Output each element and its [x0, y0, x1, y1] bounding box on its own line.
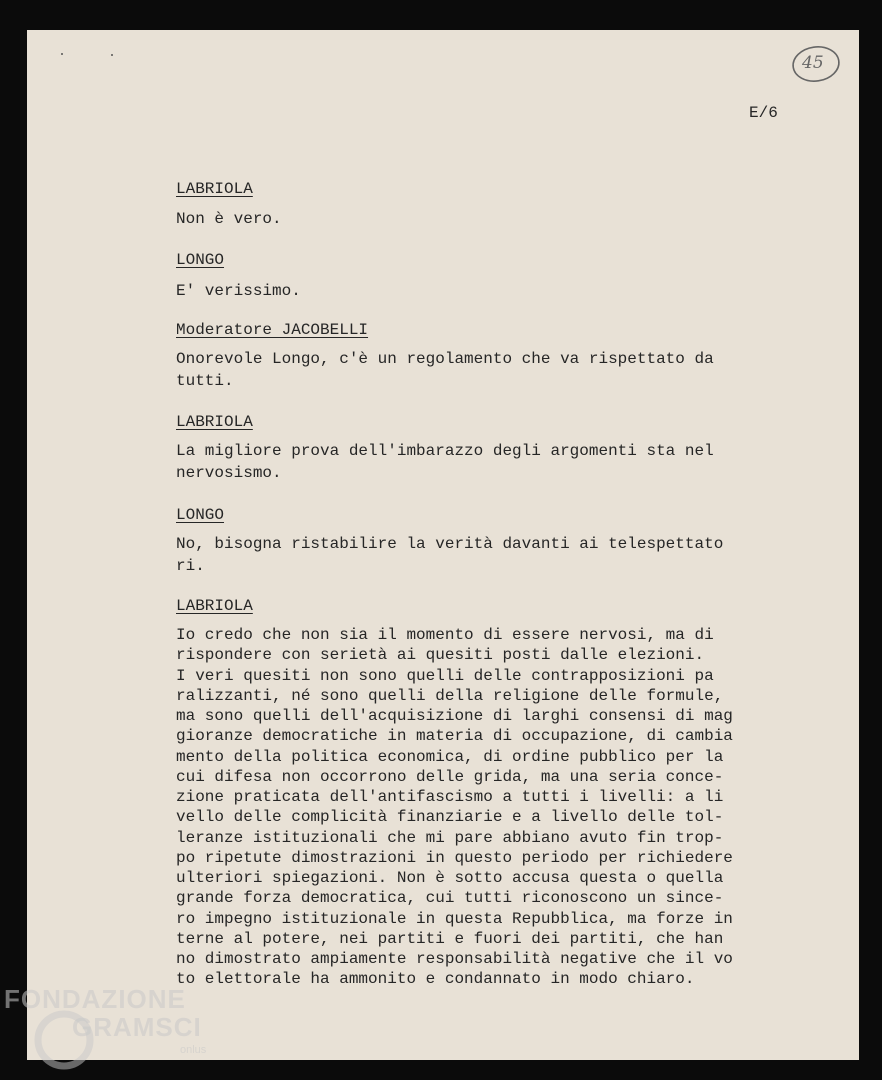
speaker-name: LABRIOLA [176, 597, 253, 615]
speech-text: Non è vero. [176, 210, 282, 228]
watermark-line1: FONDAZIONE [4, 984, 186, 1014]
paper-speck [61, 53, 63, 55]
speaker-name: LONGO [176, 506, 225, 524]
speech-text: No, bisogna ristabilire la verità davanti ai telespettato ri. [176, 535, 724, 575]
speech-text: La migliore prova dell'imbarazzo degli argomenti sta nel nervosismo. [176, 442, 714, 482]
speaker-name: Moderatore JACOBELLI [176, 321, 369, 339]
speaker-name: LONGO [176, 251, 225, 269]
folio-number: 45 [802, 53, 824, 73]
watermark-suffix: onlus [180, 1044, 207, 1056]
document-page [27, 30, 859, 1060]
folio-number-stamp [791, 44, 841, 84]
speaker-name: LABRIOLA [176, 413, 253, 431]
speech-text: Io credo che non sia il momento di essere nervosi, ma di rispondere con serietà ai quesiti posti dalle elezioni. I veri quesiti non sono quelli delle contrapposizioni pa ralizzanti, né sono quelli della religione delle formule, ma sono quelli dell'acquisizione di larghi consensi di mag gioranze democratiche in materia di occupazione, di cambia mento della politica economica, di ordine pubblico per la cui difesa non occorrono delle grida, ma una seria conce- zione praticata dell'antifascismo a tutti i livelli: a li vello delle complicità finanziarie e a livello delle tol- leranze istituzionali che mi pare abbiano avuto fin trop- po ripetute dimostrazioni in questo periodo per richiedere ulteriori spiegazioni. Non è sotto accusa questa o quella grande forza democratica, cui tutti riconoscono un since- ro impegno istituzionale in questa Repubblica, ma forze in terne al potere, nei partiti e fuori dei partiti, che han no dimostrato ampiamente responsabilità negative che il vo to elettorale ha ammonito e condannato in modo chiaro. [176, 626, 733, 989]
page-code: E/6 [749, 104, 778, 122]
speech-text: E' verissimo. [176, 282, 301, 300]
speaker-name: LABRIOLA [176, 180, 253, 198]
paper-speck [111, 54, 113, 56]
speech-text: Onorevole Longo, c'è un regolamento che va rispettato da tutti. [176, 350, 714, 390]
watermark-line2: GRAMSCI [72, 1012, 202, 1042]
fondazione-gramsci-watermark [4, 984, 234, 1076]
